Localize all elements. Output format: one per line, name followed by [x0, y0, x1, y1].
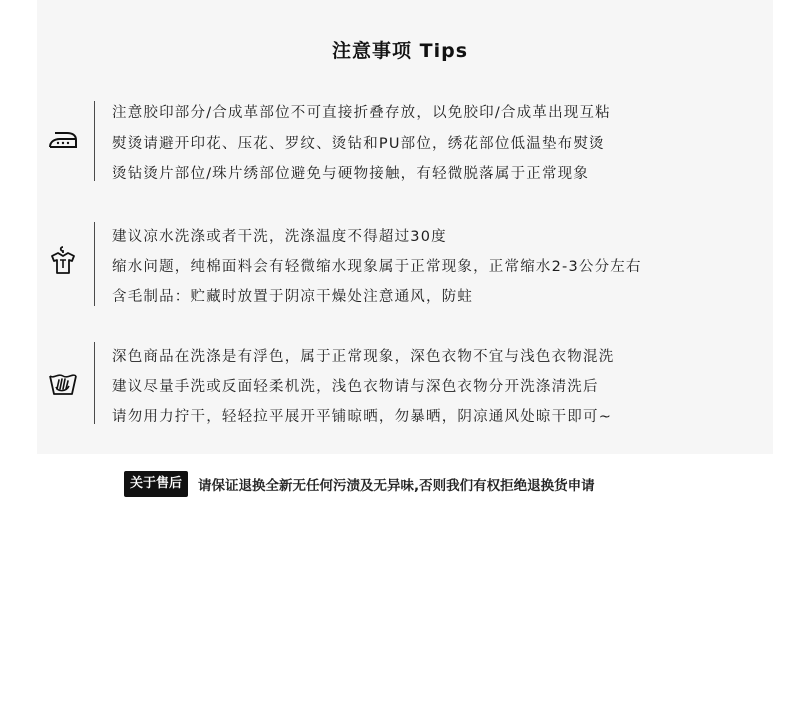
- page-title: 注意事项 Tips: [332, 40, 468, 62]
- tip-line: 深色商品在洗涤是有浮色，属于正常现象，深色衣物不宜与浅色衣物混洗: [112, 349, 615, 365]
- tip-line: 缩水问题，纯棉面料会有轻微缩水现象属于正常现象，正常缩水2-3公分左右: [112, 259, 642, 275]
- after-sales-note: [124, 471, 595, 497]
- after-sales-text: 请保证退换全新无任何污渍及无异味,否则我们有权拒绝退换货申请: [198, 478, 595, 494]
- tip-line: 注意胶印部分/合成革部位不可直接折叠存放，以免胶印/合成革出现互粘: [112, 105, 611, 121]
- divider-line: [94, 222, 95, 306]
- hand-wash-icon: [46, 365, 80, 399]
- tip-line: 含毛制品：贮藏时放置于阴凉干燥处注意通风，防蛀: [112, 289, 474, 305]
- tip-line: 熨烫请避开印花、压花、罗纹、烫钻和PU部位，绣花部位低温垫布熨烫: [112, 136, 605, 152]
- tip-line: 建议凉水洗涤或者干洗，洗涤温度不得超过30度: [112, 229, 447, 245]
- after-sales-badge: 关于售后: [124, 471, 188, 497]
- iron-icon: [46, 122, 80, 156]
- divider-line: [94, 342, 95, 424]
- tip-line: 请勿用力拧干，轻轻拉平展开平铺晾晒，勿暴晒，阴凉通风处晾干即可~: [112, 409, 613, 425]
- tip-line: 建议尽量手洗或反面轻柔机洗，浅色衣物请与深色衣物分开洗涤清洗后: [112, 379, 599, 395]
- tip-line: 烫钻烫片部位/珠片绣部位避免与硬物接触，有轻微脱落属于正常现象: [112, 166, 590, 182]
- divider-line: [94, 101, 95, 181]
- shirt-hanger-icon: [46, 243, 80, 277]
